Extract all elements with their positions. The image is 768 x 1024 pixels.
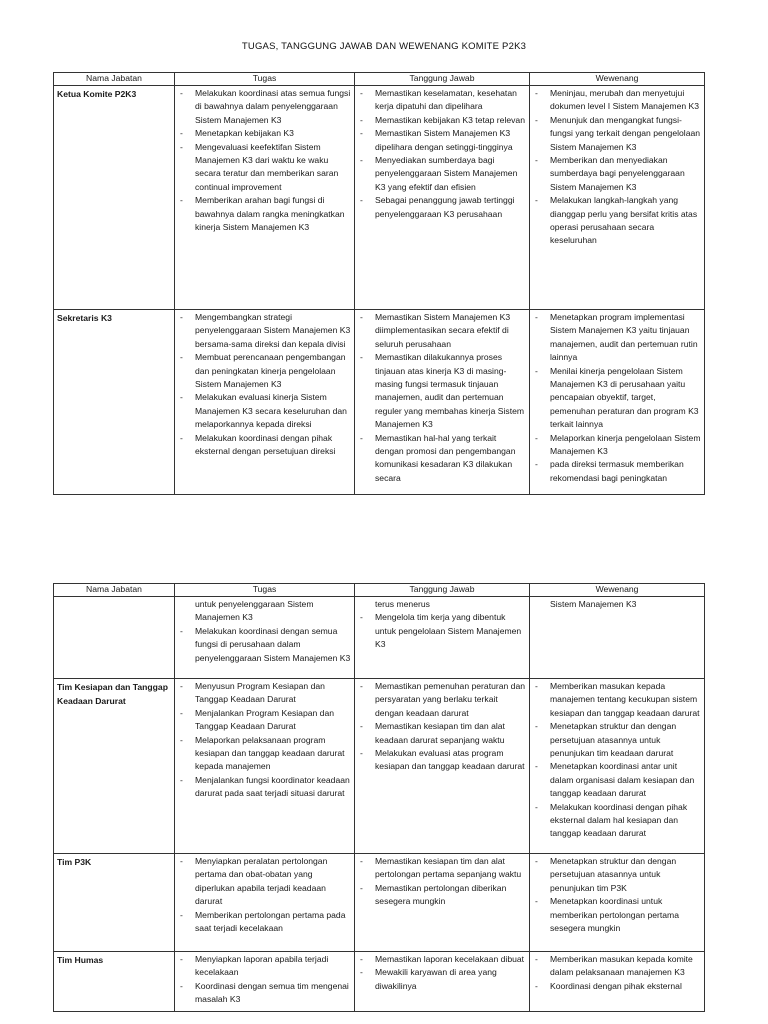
list-item: - Memberikan masukan kepada komite dalam pelaksanaan manajemen K3: [530, 953, 701, 980]
header-wewenang: Wewenang: [530, 584, 705, 597]
list-item: - Memberikan masukan kepada manajemen tentang kecukupan sistem kesiapan dan tanggap keadaan darurat: [530, 680, 701, 720]
list-item-continued: terus menerus: [375, 599, 430, 609]
document-title: TUGAS, TANGGUNG JAWAB DAN WEWENANG KOMITE P2K3: [241, 41, 527, 52]
list-item: - Menunjuk dan mengangkat fungsi-fungsi yang terkait dengan pengelolaan Sistem Manajemen K3: [530, 114, 701, 154]
jabatan-name: Sekretaris K3: [54, 310, 175, 495]
table-row: [54, 854, 705, 952]
list-item: - Sebagai penanggung jawab tertinggi penyelenggaraan K3 perusahaan: [355, 194, 526, 221]
table-row: [54, 597, 705, 679]
header-tanggung-jawab: Tanggung Jawab: [355, 584, 530, 597]
jabatan-name-empty: [54, 597, 175, 679]
jabatan-name: Ketua Komite P2K3: [54, 86, 175, 310]
list-item: - Memberikan pertolongan pertama pada saat terjadi kecelakaan: [175, 909, 351, 936]
responsibility-table-2: [53, 583, 705, 1012]
list-item: - Menjalankan Program Kesiapan dan Tanggap Keadaan Darurat: [175, 707, 351, 734]
list-item: - Memastikan kesiapan tim dan alat keadaan darurat sepanjang waktu: [355, 720, 526, 747]
list-item: - Menyediakan sumberdaya bagi penyelenggaraan Sistem Manajemen K3 yang efektif dan efisien: [355, 154, 526, 194]
header-nama-jabatan: Nama Jabatan: [54, 73, 175, 86]
list-item: - Melakukan koordinasi dengan pihak eksternal dengan persetujuan direksi: [175, 432, 351, 459]
table-row: [54, 679, 705, 854]
list-item: - Membuat perencanaan pengembangan dan peningkatan kinerja pengelolaan Sistem Manajemen K3: [175, 351, 351, 391]
table-row: [54, 310, 705, 495]
tugas-cell: [175, 86, 355, 310]
wewenang-cell: [530, 952, 705, 1012]
tanggung-jawab-cell: [355, 310, 530, 495]
responsibility-table-1: [53, 72, 705, 495]
wewenang-cell: [530, 597, 705, 679]
list-item-continued: Sistem Manajemen K3: [550, 599, 637, 609]
tugas-cell: [175, 679, 355, 854]
list-item: - Melakukan evaluasi kinerja Sistem Manajemen K3 secara keseluruhan dan melaporkannya kepada direksi: [175, 391, 351, 431]
list-item: - Menilai kinerja pengelolaan Sistem Manajemen K3 di perusahaan yaitu pencapaian obyektif, target, pemenuhan peraturan dan program K3 terkait lainnya: [530, 365, 701, 432]
list-item: - Melakukan koordinasi dengan semua fungsi di perusahaan dalam penyelenggaraan Sistem Manajemen K3: [175, 625, 351, 665]
list-item: - Melakukan evaluasi atas program kesiapan dan tanggap keadaan darurat: [355, 747, 526, 774]
list-item: - Koordinasi dengan semua tim mengenai masalah K3: [175, 980, 351, 1007]
list-item: - Melakukan koordinasi dengan pihak eksternal dalam hal kesiapan dan tanggap keadaan darurat: [530, 801, 701, 841]
list-item: - Melakukan langkah-langkah yang dianggap perlu yang bersifat kritis atas operasi perusahaan secara keseluruhan: [530, 194, 701, 248]
list-item: - Memberikan arahan bagi fungsi di bawahnya dalam rangka meningkatkan kinerja Sistem Manajemen K3: [175, 194, 351, 234]
list-item: - Menetapkan kebijakan K3: [175, 127, 351, 140]
list-item: - Memastikan pemenuhan peraturan dan persyaratan yang berlaku terkait dengan keadaan darurat: [355, 680, 526, 720]
list-item: - Menetapkan koordinasi untuk memberikan pertolongan pertama sesegera mungkin: [530, 895, 701, 935]
list-item: - Memastikan Sistem Manajemen K3 diimplementasikan secara efektif di seluruh perusahaan: [355, 311, 526, 351]
list-item: - Menetapkan struktur dan dengan persetujuan atasannya untuk penunjukan tim P3K: [530, 855, 701, 895]
wewenang-cell: [530, 310, 705, 495]
tanggung-jawab-cell: [355, 679, 530, 854]
list-item: - Menetapkan koordinasi antar unit dalam organisasi dalam kesiapan dan tanggap keadaan darurat: [530, 760, 701, 800]
list-item: - Melaporkan kinerja pengelolaan Sistem Manajemen K3: [530, 432, 701, 459]
jabatan-name: Tim Kesiapan dan Tanggap Keadaan Darurat: [54, 679, 175, 854]
list-item: - Melaporkan pelaksanaan program kesiapan dan tanggap keadaan darurat kepada manajemen: [175, 734, 351, 774]
list-item: - Koordinasi dengan pihak eksternal: [530, 980, 701, 993]
wewenang-cell: [530, 679, 705, 854]
list-item: - Memastikan keselamatan, kesehatan kerja dipatuhi dan dipelihara: [355, 87, 526, 114]
jabatan-name: Tim Humas: [54, 952, 175, 1012]
header-wewenang: Wewenang: [530, 73, 705, 86]
table-row: [54, 952, 705, 1012]
list-item: - Memastikan dilakukannya proses tinjauan atas kinerja K3 di masing-masing fungsi termasuk tinjauan manajemen, audit dan pertemuan reguler yang membahas kinerja Sistem Manajemen K3: [355, 351, 526, 431]
list-item: - Mengembangkan strategi penyelenggaraan Sistem Manajemen K3 bersama-sama direksi dan kepala divisi: [175, 311, 351, 351]
jabatan-name: Tim P3K: [54, 854, 175, 952]
tanggung-jawab-cell: [355, 854, 530, 952]
table-row: [54, 86, 705, 310]
tugas-cell: [175, 854, 355, 952]
list-item: - Menetapkan struktur dan dengan persetujuan atasannya untuk penunjukan tim keadaan darurat: [530, 720, 701, 760]
list-item: - Memastikan kebijakan K3 tetap relevan: [355, 114, 526, 127]
wewenang-cell: [530, 86, 705, 310]
wewenang-cell: [530, 854, 705, 952]
list-item: - Menyusun Program Kesiapan dan Tanggap Keadaan Darurat: [175, 680, 351, 707]
list-item: - Melakukan koordinasi atas semua fungsi di bawahnya dalam penyelenggaraan Sistem Manajemen K3: [175, 87, 351, 127]
tugas-cell: [175, 597, 355, 679]
header-tugas: Tugas: [175, 584, 355, 597]
list-item: - Menjalankan fungsi koordinator keadaan darurat pada saat terjadi situasi darurat: [175, 774, 351, 801]
list-item: - pada direksi termasuk memberikan rekomendasi bagi peningkatan: [530, 458, 701, 485]
tugas-cell: [175, 310, 355, 495]
list-item: - Meninjau, merubah dan menyetujui dokumen level I Sistem Manajemen K3: [530, 87, 701, 114]
header-tugas: Tugas: [175, 73, 355, 86]
header-nama-jabatan: Nama Jabatan: [54, 584, 175, 597]
list-item: - Memastikan Sistem Manajemen K3 dipelihara dengan setinggi-tingginya: [355, 127, 526, 154]
list-item: - Menyiapkan laporan apabila terjadi kecelakaan: [175, 953, 351, 980]
list-item: - Menyiapkan peralatan pertolongan pertama dan obat-obatan yang diperlukan apabila terjadi keadaan darurat: [175, 855, 351, 909]
list-item: - Mewakili karyawan di area yang diwakilinya: [355, 966, 526, 993]
list-item: - Mengevaluasi keefektifan Sistem Manajemen K3 dari waktu ke waku secara teratur dan memberikan saran continual improvement: [175, 141, 351, 195]
list-item: - Memastikan hal-hal yang terkait dengan promosi dan pengembangan komunikasi kesadaran K3 dilakukan secara: [355, 432, 526, 486]
list-item-continued: untuk penyelenggaraan Sistem Manajemen K3: [195, 599, 314, 623]
list-item: - Mengelola tim kerja yang dibentuk untuk pengelolaan Sistem Manajemen K3: [355, 611, 526, 651]
tanggung-jawab-cell: [355, 952, 530, 1012]
list-item: - Menetapkan program implementasi Sistem Manajemen K3 yaitu tinjauan manajemen, audit dan pertemuan rutin lainnya: [530, 311, 701, 365]
list-item: - Memberikan dan menyediakan sumberdaya bagi penyelenggaraan Sistem Manajemen K3: [530, 154, 701, 194]
list-item: - Memastikan kesiapan tim dan alat pertolongan pertama sepanjang waktu: [355, 855, 526, 882]
list-item: - Memastikan pertolongan diberikan sesegera mungkin: [355, 882, 526, 909]
list-item: - Memastikan laporan kecelakaan dibuat: [355, 953, 526, 966]
tanggung-jawab-cell: [355, 86, 530, 310]
tanggung-jawab-cell: [355, 597, 530, 679]
header-tanggung-jawab: Tanggung Jawab: [355, 73, 530, 86]
tugas-cell: [175, 952, 355, 1012]
